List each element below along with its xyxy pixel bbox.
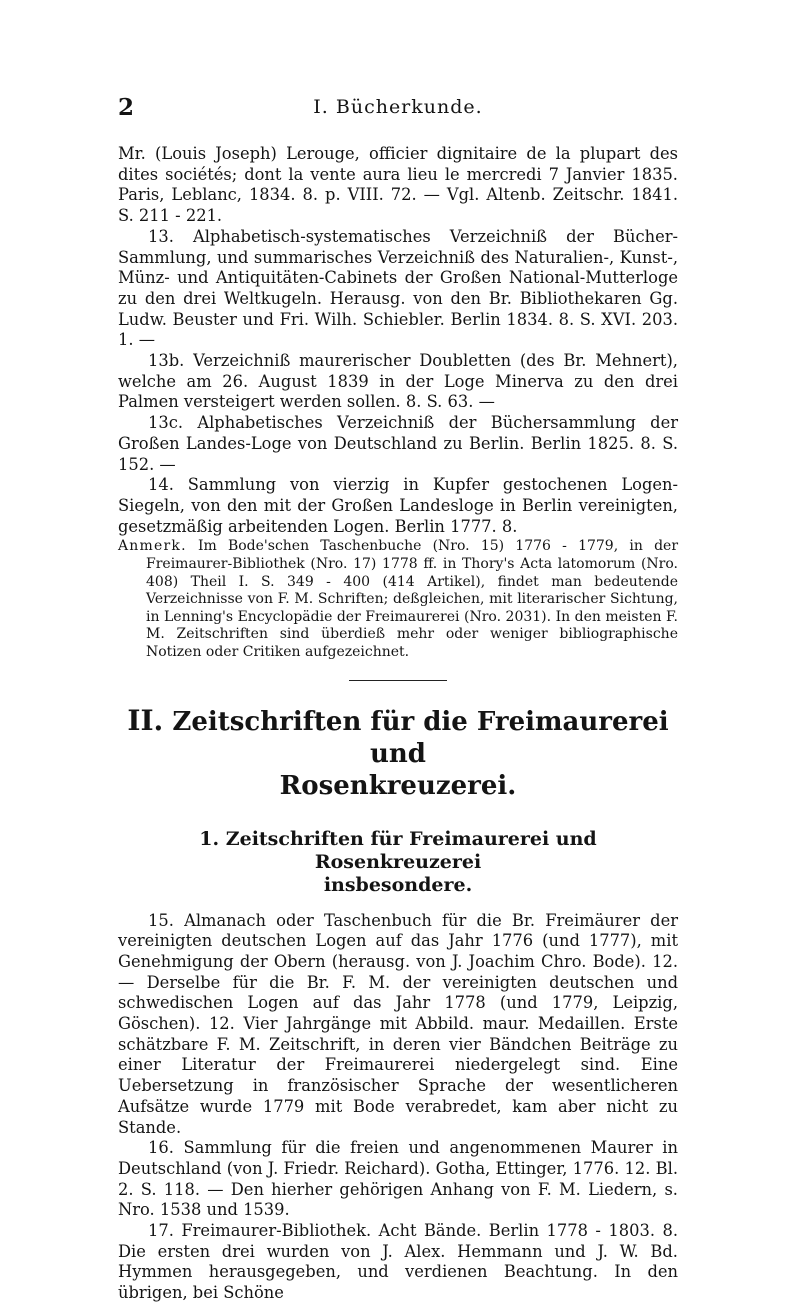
entry-continuation: Mr. (Louis Joseph) Lerouge, officier dignitaire de la plupart des dites sociétés; dont la vente aura lieu le mercredi 7 Janvier 1835. Paris, Leblanc, 1834. 8. p. VIII. 72. — Vgl. Altenb. Zeitschr. 1841. S. 211 - 221. [118, 144, 678, 226]
page-header [118, 94, 678, 124]
entry-17: 17. Freimaurer-Bibliothek. Acht Bände. Berlin 1778 - 1803. 8. Die ersten drei wurden von J. Alex. Hemmann und J. W. Bd. Hymmen herausgegeben, und verdienen Beachtung. In den übrigen, bei Schöne [118, 1221, 678, 1303]
entry-13c: 13c. Alphabetisches Verzeichniß der Büchersammlung der Großen Landes-Loge von Deutschland zu Berlin. Berlin 1825. 8. S. 152. — [118, 413, 678, 474]
running-title: I. Bücherkunde. [313, 96, 483, 118]
entry-14: 14. Sammlung von vierzig in Kupfer gestochenen Logen-Siegeln, von den mit der Großen Landesloge in Berlin vereinigten, gesetzmäßig arbeitenden Logen. Berlin 1777. 8. [118, 475, 678, 536]
entry-13: 13. Alphabetisch-systematisches Verzeichniß der Bücher-Sammlung, und summarisches Verzeichniß des Naturalien-, Kunst-, Münz- und Antiquitäten-Cabinets der Großen National-Mutterloge zu den drei Weltkugeln. Herausg. von den Br. Bibliothekaren Gg. Ludw. Beuster und Fri. Wilh. Schiebler. Berlin 1834. 8. S. XVI. 203. 1. — [118, 226, 678, 350]
entry-13b: 13b. Verzeichniß maurerischer Doubletten (des Br. Mehnert), welche am 26. August 1839 in der Loge Minerva zu den drei Palmen versteigert werden sollen. 8. S. 63. — [118, 351, 678, 412]
note-label: Anmerk. [118, 538, 187, 555]
section-heading [118, 705, 678, 802]
subsection-title-line1: 1. Zeitschriften für Freimaurerei und Rosenkreuzerei [199, 827, 597, 873]
section-title-line1: Zeitschriften für die Freimaurerei und [172, 706, 669, 769]
note-text: Im Bode'schen Taschenbuche (Nro. 15) 1776 - 1779, in der Freimaurer-Bibliothek (Nro. 17) 1778 ff. in Thory's Acta latomorum (Nro. 408) Theil I. S. 349 - 400 (414 Artikel), findet man bedeutende Verzeichnisse von F. M. Schriften; deßgleichen, mit literarischer Sichtung, in Lenning's Encyclopädie der Freimaurerei (Nro. 2031). In den meisten F. M. Zeitschriften sind überdieß mehr oder weniger bibliographische Notizen oder Critiken aufgezeichnet. [146, 538, 679, 660]
page-body [118, 144, 678, 1304]
section-number: II. [127, 703, 164, 737]
annotation-note [118, 538, 678, 661]
subsection-title-line2: insbesondere. [323, 873, 473, 896]
section-title-line2: Rosenkreuzerei. [279, 770, 517, 801]
subsection-heading [118, 828, 678, 897]
entry-16: 16. Sammlung für die freien und angenommenen Maurer in Deutschland (von J. Friedr. Reichard). Gotha, Ettinger, 1776. 12. Bl. 2. S. 118. — Den hierher gehörigen Anhang von F. M. Liedern, s. Nro. 1538 und 1539. [118, 1138, 678, 1220]
entry-15: 15. Almanach oder Taschenbuch für die Br. Freimäurer der vereinigten deutschen Logen auf das Jahr 1776 (und 1777), mit Genehmigung der Obern (herausg. von J. Joachim Chro. Bode). 12. — Derselbe für die Br. F. M. der vereinigten deutschen und schwedischen Logen auf das Jahr 1778 (und 1779, Leipzig, Göschen). 12. Vier Jahrgänge mit Abbild. maur. Medaillen. Erste schätzbare F. M. Zeitschrift, in deren vier Bändchen Beiträge zu einer Literatur der Freimaurerei niedergelegt sind. Eine Uebersetzung in französischer Sprache der wesentlicheren Aufsätze wurde 1779 mit Bode verabredet, kam aber nicht zu Stande. [118, 910, 678, 1137]
section-divider [349, 680, 447, 681]
page-number: 2 [118, 94, 135, 121]
